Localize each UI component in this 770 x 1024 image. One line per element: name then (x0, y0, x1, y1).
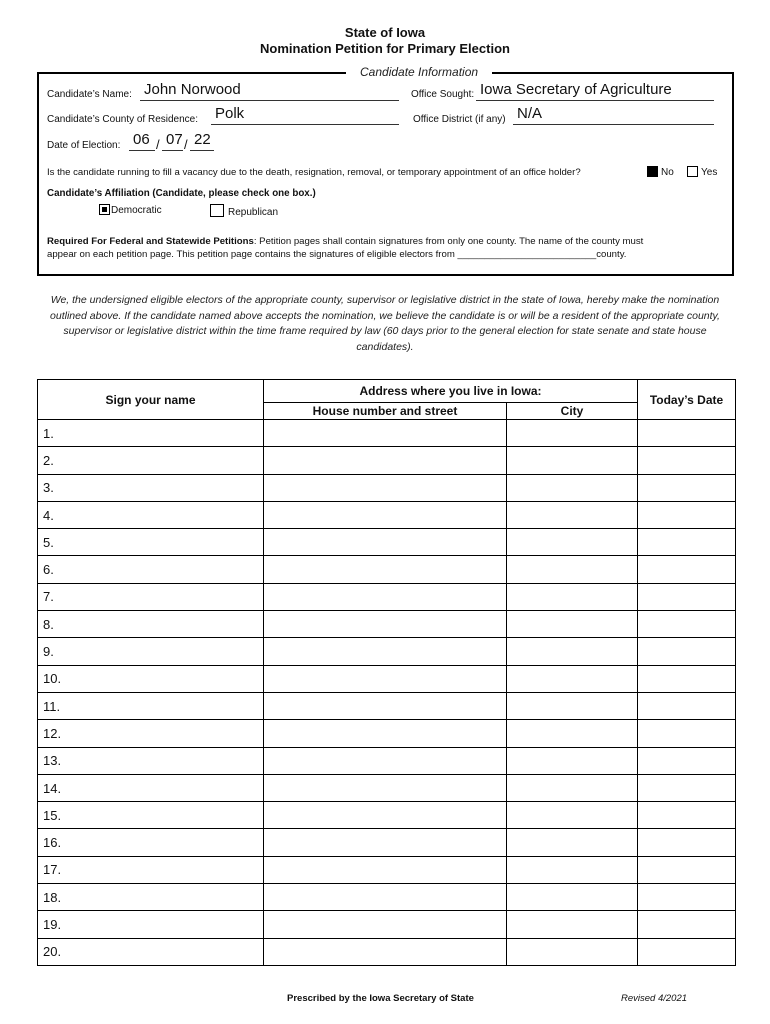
city-cell[interactable] (507, 774, 638, 801)
form-state-title: State of Iowa (344, 25, 426, 40)
affiliation-democratic-option (99, 204, 162, 216)
row-number: 13. (43, 753, 62, 769)
street-cell[interactable] (264, 911, 507, 938)
city-cell[interactable] (507, 474, 638, 501)
vacancy-no-label: No (661, 167, 674, 178)
form-title: Nomination Petition for Primary Election (260, 41, 510, 56)
city-cell[interactable] (507, 638, 638, 665)
date-cell[interactable] (638, 856, 736, 883)
city-cell[interactable] (507, 665, 638, 692)
row-number: 17. (43, 862, 62, 878)
city-cell[interactable] (507, 884, 638, 911)
signature-row (38, 774, 736, 801)
city-cell[interactable] (507, 420, 638, 447)
city-cell[interactable] (507, 529, 638, 556)
city-cell[interactable] (507, 611, 638, 638)
democratic-label: Democratic (111, 205, 162, 216)
signature-table (37, 379, 736, 966)
signature-cell[interactable] (38, 747, 264, 774)
county-of-residence-label: Candidate’s County of Residence: (47, 114, 199, 125)
row-number: 14. (43, 780, 62, 796)
row-number: 8. (43, 616, 54, 632)
street-cell[interactable] (264, 583, 507, 610)
republican-checkbox[interactable] (210, 204, 224, 217)
signature-row (38, 665, 736, 692)
affiliation-republican-option (210, 204, 278, 218)
street-cell[interactable] (264, 774, 507, 801)
row-number: 11. (43, 698, 61, 714)
signature-cell[interactable] (38, 829, 264, 856)
required-note-line2 (47, 249, 626, 260)
signature-cell[interactable] (38, 420, 264, 447)
row-number: 4. (43, 507, 54, 523)
signature-row (38, 420, 736, 447)
city-cell[interactable] (507, 829, 638, 856)
signature-row (38, 938, 736, 965)
date-cell[interactable] (638, 420, 736, 447)
date-cell[interactable] (638, 774, 736, 801)
signature-cell[interactable] (38, 447, 264, 474)
affiliation-heading: Candidate’s Affiliation (Candidate, please check one box.) (47, 188, 316, 199)
vacancy-question: Is the candidate running to fill a vacancy due to the death, resignation, removal, or temporary appointment of an office holder? (47, 167, 581, 178)
street-cell[interactable] (264, 938, 507, 965)
signature-cell[interactable] (38, 556, 264, 583)
address-header: Address where you live in Iowa: (264, 380, 638, 403)
signature-cell[interactable] (38, 692, 264, 719)
date-cell[interactable] (638, 529, 736, 556)
required-note-heading: Required For Federal and Statewide Petitions (47, 236, 254, 247)
row-number: 7. (43, 589, 54, 605)
date-cell[interactable] (638, 556, 736, 583)
candidate-name-label: Candidate’s Name: (47, 89, 132, 100)
street-cell[interactable] (264, 501, 507, 528)
electors-statement: We, the undersigned eligible electors of the appropriate county, supervisor or legislative district in the state of Iowa, hereby make the nomination outlined above. If the candidate named above accepts the nomination, we believe the candidate is or will be a resident of the appropriate county, supervisor or legislative district within the time frame required by law (60 days prior to the general election for state senate and state house candidates). (50, 294, 720, 353)
date-cell[interactable] (638, 611, 736, 638)
vacancy-no-option (647, 166, 674, 178)
date-cell[interactable] (638, 802, 736, 829)
street-cell[interactable] (264, 447, 507, 474)
required-note-text-2: appear on each petition page. This petition page contains the signatures of eligible electors from (47, 249, 458, 260)
signature-cell[interactable] (38, 638, 264, 665)
required-note-county-suffix: county. (596, 249, 627, 260)
signature-row (38, 447, 736, 474)
signature-row (38, 529, 736, 556)
city-cell[interactable] (507, 911, 638, 938)
date-separator: / (156, 137, 160, 152)
signature-row (38, 829, 736, 856)
street-cell[interactable] (264, 829, 507, 856)
prescribed-by-footer: Prescribed by the Iowa Secretary of State (287, 993, 474, 1004)
row-number: 20. (43, 944, 62, 960)
office-sought-label: Office Sought: (411, 89, 475, 100)
democratic-checkbox[interactable] (99, 204, 110, 215)
city-cell[interactable] (507, 692, 638, 719)
todays-date-header: Today’s Date (638, 380, 736, 420)
date-of-election-label: Date of Election: (47, 140, 121, 151)
city-cell[interactable] (507, 556, 638, 583)
city-cell[interactable] (507, 720, 638, 747)
row-number: 2. (43, 452, 54, 468)
vacancy-yes-option (687, 166, 717, 178)
signature-row (38, 856, 736, 883)
date-cell[interactable] (638, 583, 736, 610)
date-cell[interactable] (638, 884, 736, 911)
required-note-text: : Petition pages shall contain signatures from only one county. The name of the county must (253, 236, 644, 247)
signature-cell[interactable] (38, 720, 264, 747)
signature-cell[interactable] (38, 665, 264, 692)
office-sought-field[interactable]: Iowa Secretary of Agriculture (476, 82, 714, 101)
city-cell[interactable] (507, 856, 638, 883)
city-cell[interactable] (507, 447, 638, 474)
republican-label: Republican (228, 207, 279, 218)
signature-cell[interactable] (38, 774, 264, 801)
candidate-name-field[interactable]: John Norwood (140, 82, 399, 101)
vacancy-no-checkbox[interactable] (647, 166, 658, 177)
signature-cell[interactable] (38, 529, 264, 556)
signature-row (38, 802, 736, 829)
revision-date: Revised 4/2021 (621, 993, 688, 1004)
signature-row (38, 611, 736, 638)
date-cell[interactable] (638, 665, 736, 692)
section-legend: Candidate Information (346, 64, 492, 80)
city-cell[interactable] (507, 583, 638, 610)
row-number: 6. (43, 562, 54, 578)
signature-row (38, 747, 736, 774)
signature-cell[interactable] (38, 802, 264, 829)
street-cell[interactable] (264, 611, 507, 638)
row-number: 16. (43, 835, 62, 851)
city-header: City (507, 403, 638, 420)
sign-name-header: Sign your name (38, 380, 264, 420)
required-note-line1 (47, 236, 643, 247)
date-cell[interactable] (638, 720, 736, 747)
city-cell[interactable] (507, 501, 638, 528)
row-number: 19. (43, 916, 62, 932)
date-cell[interactable] (638, 692, 736, 719)
office-district-label: Office District (if any) (413, 114, 506, 125)
signature-row (38, 474, 736, 501)
office-district-field[interactable]: N/A (513, 106, 714, 125)
signature-row (38, 583, 736, 610)
signature-row (38, 638, 736, 665)
date-cell[interactable] (638, 474, 736, 501)
date-separator: / (184, 137, 188, 152)
row-number: 12. (43, 725, 62, 741)
street-cell[interactable] (264, 692, 507, 719)
date-cell[interactable] (638, 638, 736, 665)
street-cell[interactable] (264, 856, 507, 883)
street-cell[interactable] (264, 747, 507, 774)
street-cell[interactable] (264, 665, 507, 692)
street-cell[interactable] (264, 884, 507, 911)
row-number: 15. (43, 807, 62, 823)
city-cell[interactable] (507, 747, 638, 774)
county-of-residence-field[interactable]: Polk (211, 106, 399, 125)
signature-cell[interactable] (38, 611, 264, 638)
street-cell[interactable] (264, 720, 507, 747)
petition-county-field[interactable]: __________________________ (457, 249, 597, 260)
row-number: 1. (43, 425, 54, 441)
street-cell[interactable] (264, 556, 507, 583)
street-cell[interactable] (264, 802, 507, 829)
election-month-field[interactable]: 06 (129, 132, 155, 151)
signature-row (38, 556, 736, 583)
date-cell[interactable] (638, 501, 736, 528)
street-cell[interactable] (264, 474, 507, 501)
row-number: 9. (43, 644, 54, 660)
street-cell[interactable] (264, 638, 507, 665)
signature-cell[interactable] (38, 583, 264, 610)
signature-cell[interactable] (38, 474, 264, 501)
street-cell[interactable] (264, 420, 507, 447)
row-number: 10. (43, 671, 62, 687)
row-number: 3. (43, 480, 54, 496)
date-cell[interactable] (638, 911, 736, 938)
street-header: House number and street (264, 403, 507, 420)
signature-cell[interactable] (38, 501, 264, 528)
election-day-field[interactable]: 07 (162, 132, 183, 151)
row-number: 5. (43, 534, 54, 550)
signature-cell[interactable] (38, 856, 264, 883)
election-year-field[interactable]: 22 (190, 132, 214, 151)
signature-row (38, 501, 736, 528)
signature-cell[interactable] (38, 938, 264, 965)
signature-row (38, 884, 736, 911)
signature-cell[interactable] (38, 884, 264, 911)
street-cell[interactable] (264, 529, 507, 556)
vacancy-yes-label: Yes (701, 167, 718, 178)
signature-row (38, 720, 736, 747)
row-number: 18. (43, 889, 62, 905)
date-cell[interactable] (638, 747, 736, 774)
date-cell[interactable] (638, 447, 736, 474)
date-cell[interactable] (638, 829, 736, 856)
city-cell[interactable] (507, 938, 638, 965)
candidate-information-section (37, 65, 734, 276)
date-cell[interactable] (638, 938, 736, 965)
signature-cell[interactable] (38, 911, 264, 938)
signature-row (38, 911, 736, 938)
vacancy-yes-checkbox[interactable] (687, 166, 698, 177)
signature-row (38, 692, 736, 719)
city-cell[interactable] (507, 802, 638, 829)
